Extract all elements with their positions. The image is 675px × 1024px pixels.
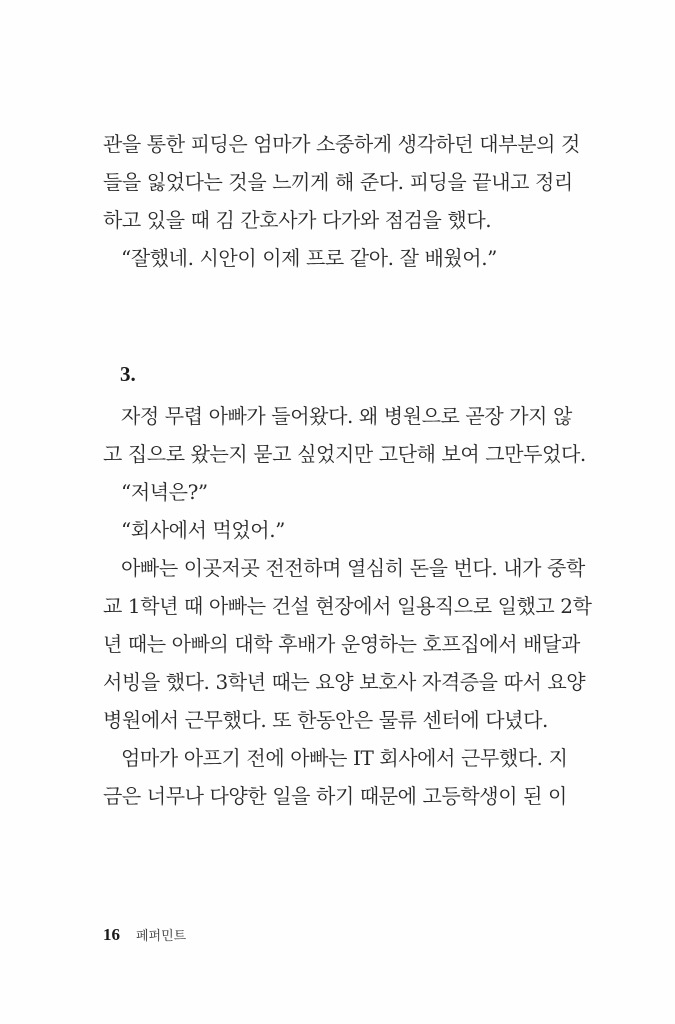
page-footer — [103, 925, 186, 945]
dialogue-line: “저녁은?” — [121, 480, 208, 504]
body-line: 고 집으로 왔는지 묻고 싶었지만 고단해 보여 그만두었다. — [103, 442, 586, 466]
body-line: 교 1학년 때 아빠는 건설 현장에서 일용직으로 일했고 2학 — [103, 594, 592, 618]
running-title: 페퍼민트 — [136, 929, 187, 944]
body-line: 들을 잃었다는 것을 느끼게 해 준다. 피딩을 끝내고 정리 — [103, 170, 573, 194]
body-line: 하고 있을 때 김 간호사가 다가와 점검을 했다. — [103, 208, 492, 232]
dialogue-line: “회사에서 먹었어.” — [121, 518, 286, 542]
body-line: 년 때는 아빠의 대학 후배가 운영하는 호프집에서 배달과 — [103, 632, 580, 656]
section-heading: 3. — [120, 362, 136, 386]
page-number: 16 — [103, 925, 120, 944]
body-line: 서빙을 했다. 3학년 때는 요양 보호사 자격증을 따서 요양 — [103, 670, 586, 694]
dialogue-line: “잘했네. 시안이 이제 프로 같아. 잘 배웠어.” — [121, 246, 497, 270]
body-line: 금은 너무나 다양한 일을 하기 때문에 고등학생이 된 이 — [103, 784, 567, 808]
body-line: 엄마가 아프기 전에 아빠는 IT 회사에서 근무했다. 지 — [121, 746, 568, 770]
body-line: 관을 통한 피딩은 엄마가 소중하게 생각하던 대부분의 것 — [103, 132, 580, 156]
body-line: 자정 무렵 아빠가 들어왔다. 왜 병원으로 곧장 가지 않 — [121, 404, 572, 428]
body-line: 병원에서 근무했다. 또 한동안은 물류 센터에 다녔다. — [103, 708, 548, 732]
body-line: 아빠는 이곳저곳 전전하며 열심히 돈을 번다. 내가 중학 — [121, 556, 585, 580]
